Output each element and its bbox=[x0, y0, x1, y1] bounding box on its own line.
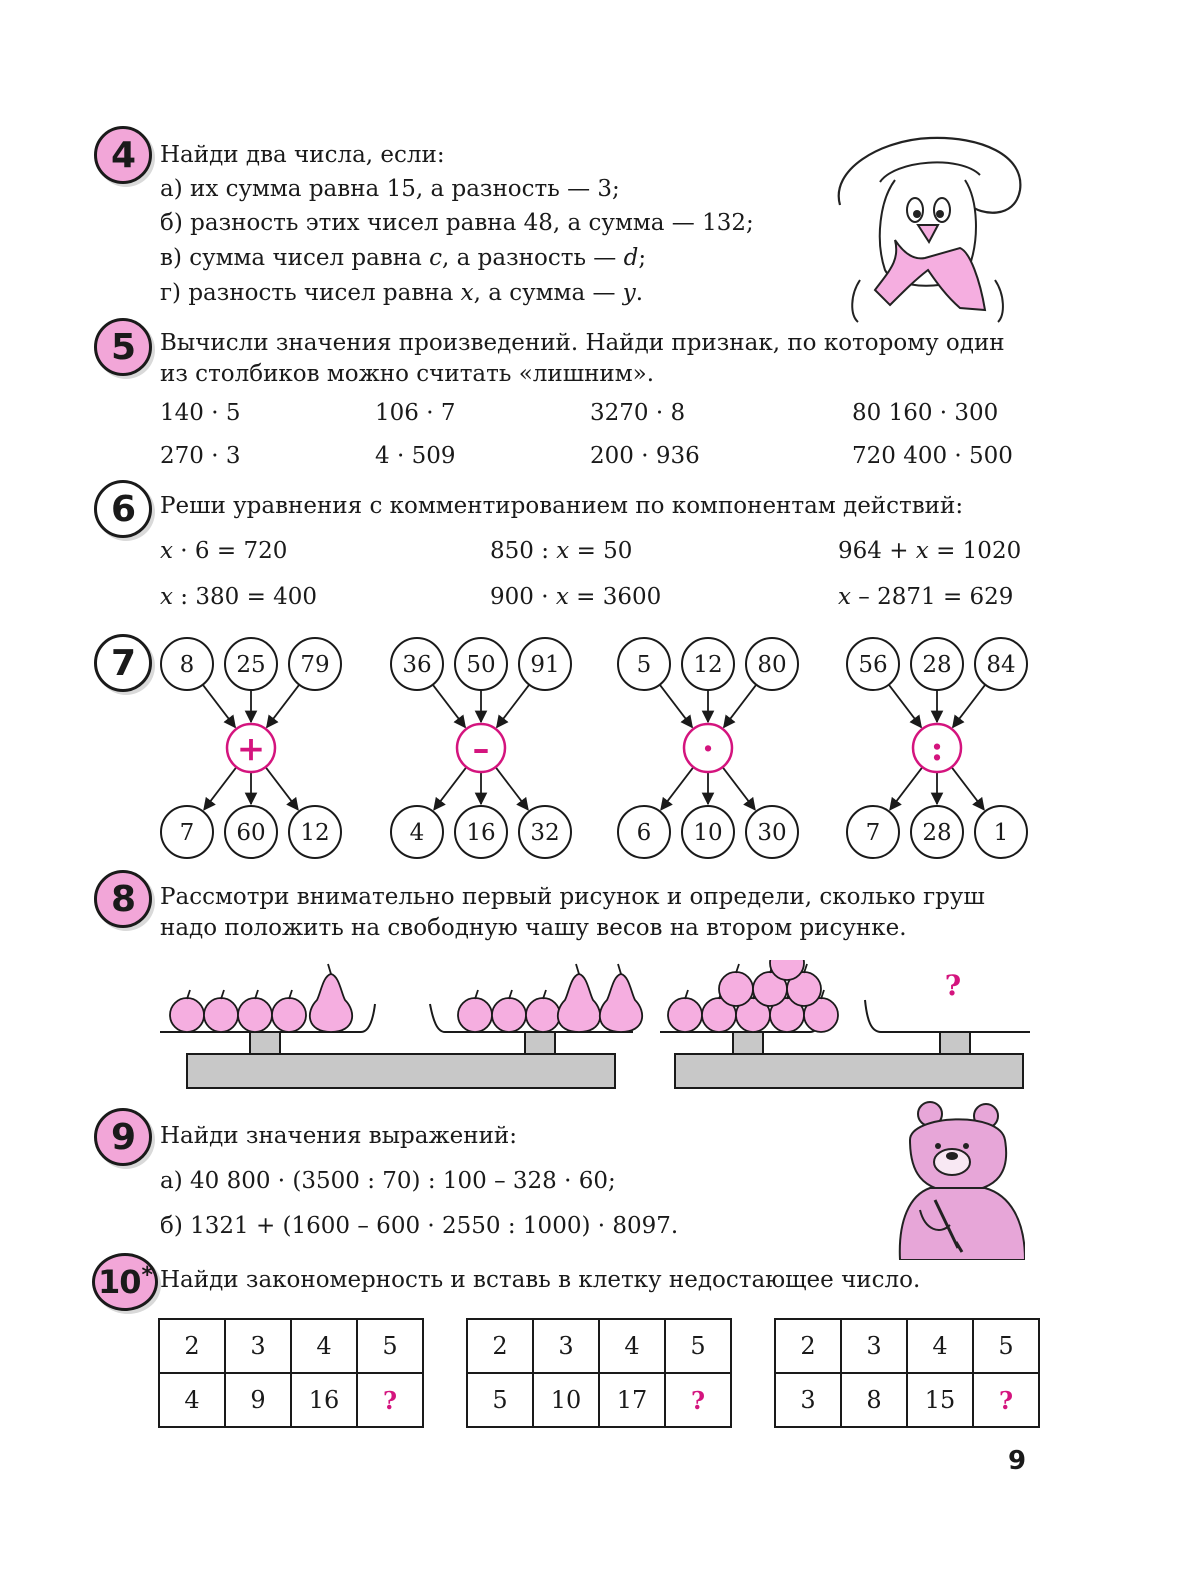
table-cell: 3 bbox=[225, 1319, 291, 1373]
scale-question-mark: ? bbox=[944, 969, 962, 1002]
task-4-title: Найди два числа, если: bbox=[160, 142, 445, 168]
item-d-pre: г) разность чисел равна bbox=[160, 280, 461, 306]
apple-icon bbox=[526, 990, 560, 1032]
task-5-text-line-2: из столбиков можно считать «лишним». bbox=[160, 361, 655, 387]
task-9-title: Найди значения выражений: bbox=[160, 1123, 517, 1149]
page-number: 9 bbox=[1008, 1446, 1027, 1476]
task-6-number: 6 bbox=[110, 488, 136, 530]
task-10-star: * bbox=[141, 1262, 153, 1288]
task-7-number: 7 bbox=[110, 642, 136, 684]
task-5-expr: 80 160 · 300 bbox=[852, 400, 999, 426]
item-c-pre: в) сумма чисел равна bbox=[160, 245, 430, 271]
arrow-out bbox=[266, 767, 298, 810]
task-5-expr: 4 · 509 bbox=[375, 443, 456, 469]
number-circle-value: 32 bbox=[530, 820, 560, 846]
table-cell: 5 bbox=[467, 1373, 533, 1427]
number-circle-value: 25 bbox=[236, 652, 266, 678]
arrow-out bbox=[204, 767, 236, 810]
table-cell: 9 bbox=[225, 1373, 291, 1427]
eq-post: = 1020 bbox=[928, 538, 1022, 564]
task-6-badge bbox=[94, 480, 152, 538]
task-5-expr: 106 · 7 bbox=[375, 400, 456, 426]
pattern-table-3 bbox=[774, 1318, 1040, 1428]
number-circle-value: 12 bbox=[300, 820, 330, 846]
task-4-item-a: а) их сумма равна 15, а разность — 3; bbox=[160, 176, 620, 202]
table-cell: 2 bbox=[159, 1319, 225, 1373]
arrow-in bbox=[953, 685, 985, 728]
apple-icon bbox=[238, 990, 272, 1032]
apple-icon bbox=[272, 990, 306, 1032]
pattern-table-2 bbox=[466, 1318, 732, 1428]
eq-var: x bbox=[160, 584, 173, 610]
arrow-in bbox=[497, 685, 529, 728]
apple-icon bbox=[719, 964, 753, 1006]
item-c-mid: , а разность — bbox=[442, 245, 624, 271]
pear-icon bbox=[600, 964, 642, 1032]
arrow-out bbox=[434, 767, 466, 810]
task-5-expr: 140 · 5 bbox=[160, 400, 241, 426]
equation bbox=[160, 534, 287, 568]
eq-post: : 380 = 400 bbox=[172, 584, 318, 610]
task-7-badge bbox=[94, 634, 152, 692]
operation-diagram bbox=[391, 638, 571, 858]
task-5-expr: 3270 · 8 bbox=[590, 400, 686, 426]
eq-post: = 50 bbox=[569, 538, 633, 564]
task-5-expr: 720 400 · 500 bbox=[852, 443, 1013, 469]
eq-post: – 2871 = 629 bbox=[850, 584, 1014, 610]
table-cell: 5 bbox=[973, 1319, 1039, 1373]
eq-pre: 900 · bbox=[490, 584, 556, 610]
table-cell: 16 bbox=[291, 1373, 357, 1427]
var-x: x bbox=[460, 280, 474, 306]
number-circle-value: 8 bbox=[179, 652, 195, 678]
apple-icon bbox=[668, 990, 702, 1032]
apple-icon bbox=[492, 990, 526, 1032]
bear-illustration bbox=[890, 1100, 1025, 1260]
task-8-badge bbox=[94, 870, 152, 928]
number-circle-value: 10 bbox=[693, 820, 723, 846]
table-cell: 4 bbox=[159, 1373, 225, 1427]
missing-number-cell[interactable]: ? bbox=[973, 1373, 1039, 1427]
arrow-in bbox=[433, 685, 465, 728]
eq-var: x bbox=[556, 538, 570, 564]
pear-icon bbox=[558, 964, 600, 1032]
item-d-end: . bbox=[635, 280, 644, 306]
task-10-text: Найди закономерность и вставь в клетку недостающее число. bbox=[160, 1267, 921, 1293]
equation bbox=[838, 534, 1021, 568]
number-circle-value: 1 bbox=[993, 820, 1009, 846]
number-circle-value: 16 bbox=[466, 820, 496, 846]
task-5-text-line-1: Вычисли значения произведений. Найди признак, по которому один bbox=[160, 330, 1005, 356]
apple-icon bbox=[458, 990, 492, 1032]
bird-in-hat-illustration bbox=[820, 130, 1040, 325]
task-5-expr: 270 · 3 bbox=[160, 443, 241, 469]
var-d: d bbox=[623, 245, 639, 271]
arrow-out bbox=[890, 767, 922, 810]
arrow-in bbox=[267, 685, 299, 728]
task-8-text-line-2: надо положить на свободную чашу весов на втором рисунке. bbox=[160, 915, 907, 941]
equation bbox=[490, 534, 632, 568]
table-cell: 4 bbox=[599, 1319, 665, 1373]
eq-pre: 964 + bbox=[838, 538, 916, 564]
arrow-in bbox=[660, 685, 692, 728]
table-cell: 3 bbox=[841, 1319, 907, 1373]
operation-diagram bbox=[618, 638, 798, 858]
operator-symbol: – bbox=[472, 729, 490, 769]
number-circle-value: 36 bbox=[402, 652, 432, 678]
task-9-item-a: а) 40 800 · (3500 : 70) : 100 – 328 · 60; bbox=[160, 1168, 616, 1194]
operator-symbol: : bbox=[930, 729, 944, 769]
task-4-item-b: б) разность этих чисел равна 48, а сумма — 132; bbox=[160, 210, 754, 236]
number-circle-value: 7 bbox=[865, 820, 881, 846]
table-cell: 8 bbox=[841, 1373, 907, 1427]
table-cell: 15 bbox=[907, 1373, 973, 1427]
table-cell: 5 bbox=[357, 1319, 423, 1373]
number-circle-value: 56 bbox=[858, 652, 888, 678]
eq-var: x bbox=[838, 584, 851, 610]
task-8-number: 8 bbox=[110, 878, 136, 920]
table-cell: 2 bbox=[775, 1319, 841, 1373]
arrow-out bbox=[952, 767, 984, 810]
var-c: c bbox=[429, 245, 443, 271]
item-d-mid: , а сумма — bbox=[473, 280, 623, 306]
table-cell: 3 bbox=[533, 1319, 599, 1373]
apple-icon bbox=[204, 990, 238, 1032]
eq-var: x bbox=[915, 538, 929, 564]
var-y: y bbox=[622, 280, 636, 306]
operation-diagram bbox=[161, 638, 341, 858]
task-4-number: 4 bbox=[110, 134, 136, 176]
task-5-number: 5 bbox=[110, 326, 136, 368]
eq-post: = 3600 bbox=[568, 584, 662, 610]
task-10-badge bbox=[92, 1253, 158, 1311]
eq-var: x bbox=[160, 538, 173, 564]
task-7-diagrams bbox=[150, 630, 1050, 870]
missing-number-cell[interactable]: ? bbox=[665, 1373, 731, 1427]
item-c-end: ; bbox=[638, 245, 647, 271]
number-circle-value: 50 bbox=[466, 652, 496, 678]
table-cell: 2 bbox=[467, 1319, 533, 1373]
task-10-number: 10 bbox=[97, 1263, 141, 1301]
number-circle-value: 80 bbox=[757, 652, 787, 678]
number-circle-value: 7 bbox=[179, 820, 195, 846]
number-circle-value: 79 bbox=[300, 652, 330, 678]
missing-number-cell[interactable]: ? bbox=[357, 1373, 423, 1427]
task-4-item-c bbox=[160, 241, 646, 275]
number-circle-value: 84 bbox=[986, 652, 1016, 678]
number-circle-value: 5 bbox=[636, 652, 652, 678]
table-cell: 3 bbox=[775, 1373, 841, 1427]
arrow-out bbox=[496, 767, 528, 810]
task-9-item-b: б) 1321 + (1600 – 600 · 2550 : 1000) · 8097. bbox=[160, 1213, 679, 1239]
arrow-out bbox=[723, 767, 755, 810]
operator-symbol: + bbox=[236, 729, 266, 769]
table-cell: 17 bbox=[599, 1373, 665, 1427]
table-cell: 4 bbox=[291, 1319, 357, 1373]
number-circle-value: 28 bbox=[922, 652, 952, 678]
arrow-in bbox=[203, 685, 235, 728]
equation bbox=[160, 580, 317, 614]
table-cell: 5 bbox=[665, 1319, 731, 1373]
task-9-number: 9 bbox=[110, 1116, 136, 1158]
equation bbox=[490, 580, 661, 614]
table-cell: 10 bbox=[533, 1373, 599, 1427]
number-circle-value: 30 bbox=[757, 820, 787, 846]
apple-icon bbox=[170, 990, 204, 1032]
number-circle-value: 91 bbox=[530, 652, 560, 678]
number-circle-value: 12 bbox=[693, 652, 723, 678]
operator-symbol: · bbox=[702, 729, 714, 769]
task-5-badge bbox=[94, 318, 152, 376]
number-circle-value: 6 bbox=[636, 820, 652, 846]
task-8-text-line-1: Рассмотри внимательно первый рисунок и определи, сколько груш bbox=[160, 884, 985, 910]
arrow-out bbox=[661, 767, 693, 810]
eq-pre: 850 : bbox=[490, 538, 557, 564]
task-9-badge bbox=[94, 1108, 152, 1166]
pattern-table-1 bbox=[158, 1318, 424, 1428]
number-circle-value: 28 bbox=[922, 820, 952, 846]
task-4-badge bbox=[94, 126, 152, 184]
operation-diagram bbox=[847, 638, 1027, 858]
task-6-text: Реши уравнения с комментированием по компонентам действий: bbox=[160, 493, 964, 519]
arrow-in bbox=[889, 685, 921, 728]
table-cell: 4 bbox=[907, 1319, 973, 1373]
number-circle-value: 4 bbox=[409, 820, 425, 846]
task-5-expr: 200 · 936 bbox=[590, 443, 700, 469]
pear-icon bbox=[310, 964, 352, 1032]
task-8-scales bbox=[155, 960, 1035, 1095]
number-circle-value: 60 bbox=[236, 820, 266, 846]
arrow-in bbox=[724, 685, 756, 728]
equation bbox=[838, 580, 1013, 614]
eq-post: · 6 = 720 bbox=[172, 538, 288, 564]
task-4-item-d bbox=[160, 276, 643, 310]
eq-var: x bbox=[555, 584, 569, 610]
